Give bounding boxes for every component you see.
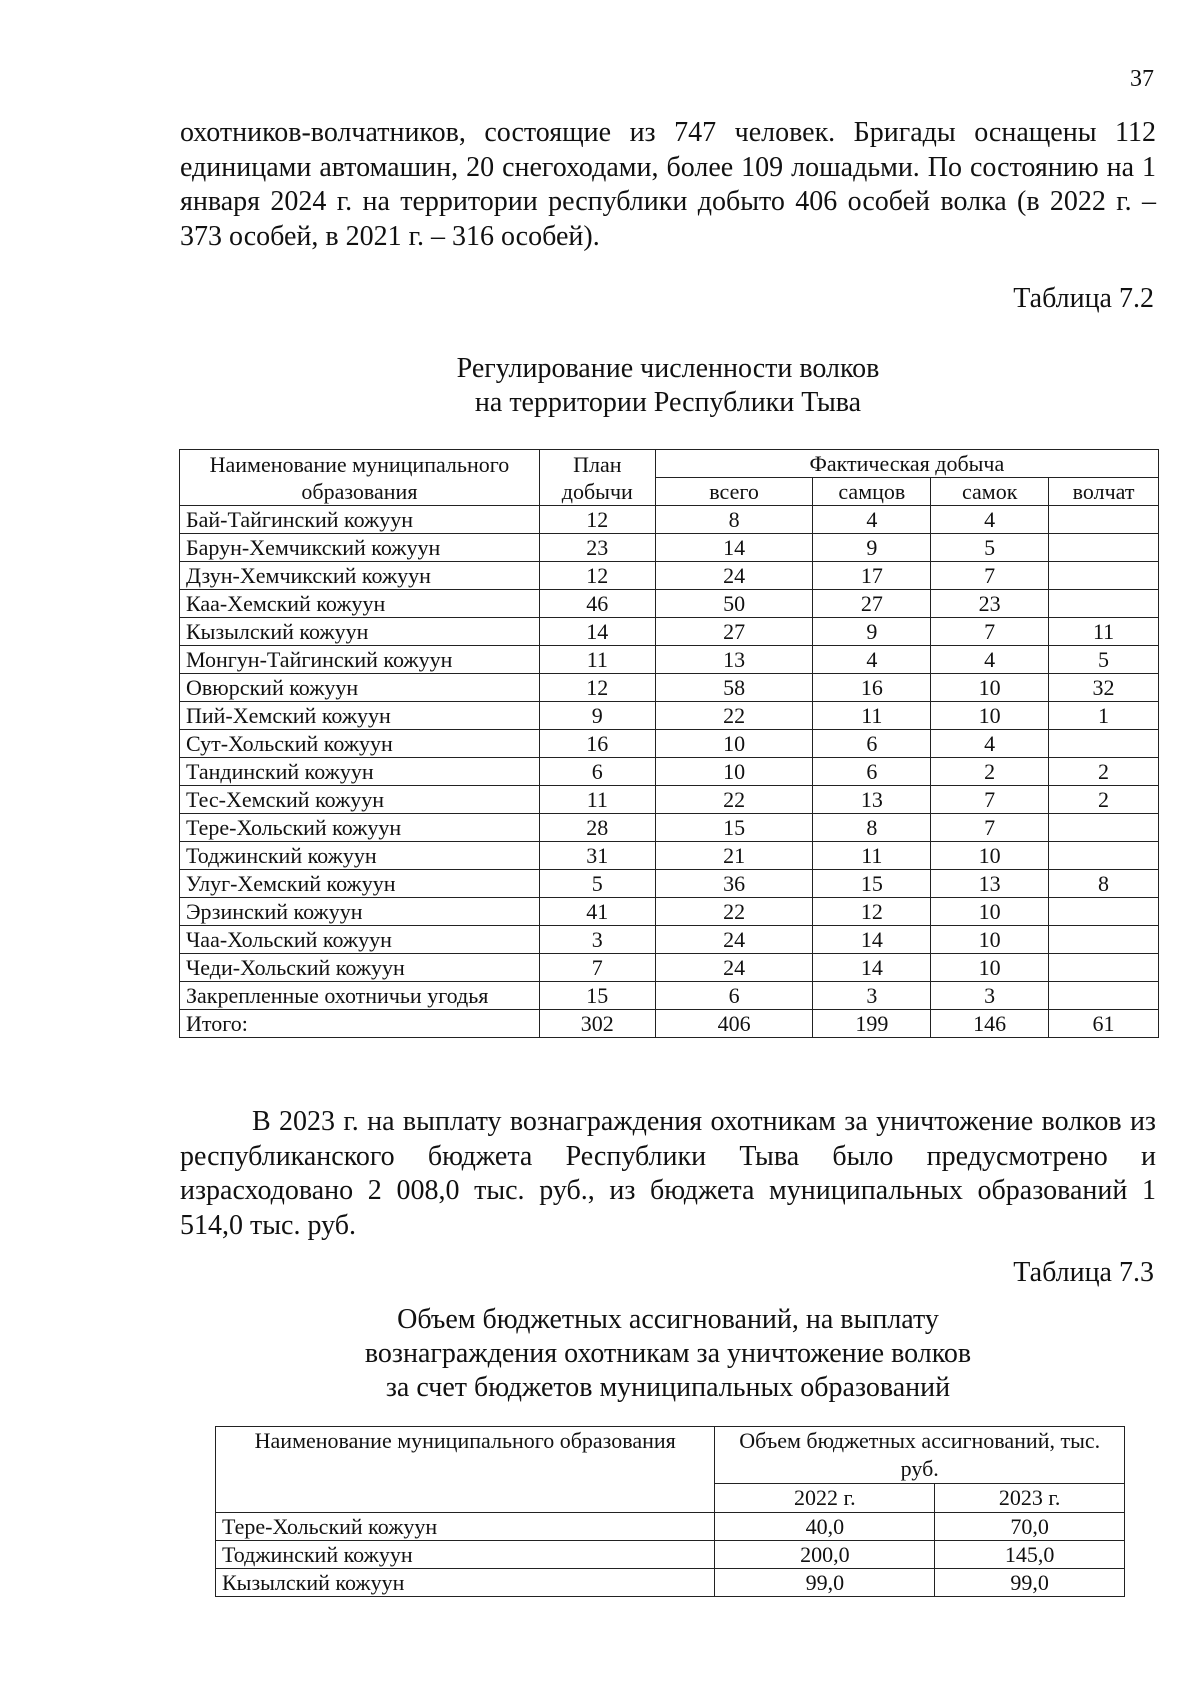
- females-cell: 7: [931, 786, 1049, 814]
- municipality-cell: Тандинский кожуун: [180, 758, 540, 786]
- header-cubs: волчат: [1049, 478, 1159, 506]
- table-7-3-label: Таблица 7.3: [1013, 1257, 1154, 1288]
- amount-2022-cell: 200,0: [715, 1541, 935, 1569]
- plan-cell: 11: [539, 646, 655, 674]
- header-total: всего: [655, 478, 813, 506]
- total-cell: 10: [655, 758, 813, 786]
- table-7-2-title-line2: на территории Республики Тыва: [474, 387, 862, 418]
- municipality-cell: Тере-Хольский кожуун: [180, 814, 540, 842]
- females-cell: 10: [931, 842, 1049, 870]
- municipality-cell: Монгун-Тайгинский кожуун: [180, 646, 540, 674]
- amount-2022-cell: 40,0: [715, 1513, 935, 1541]
- total-cell: 58: [655, 674, 813, 702]
- cubs-cell: [1049, 730, 1159, 758]
- males-cell: 15: [813, 870, 931, 898]
- table-7-2: [179, 449, 1159, 1038]
- header-females: самок: [931, 478, 1049, 506]
- table-row: [180, 898, 1159, 926]
- plan-cell: 12: [539, 562, 655, 590]
- table-7-3-title: [180, 1303, 1156, 1405]
- plan-cell: 12: [539, 506, 655, 534]
- table-7-3-body: [216, 1513, 1125, 1597]
- table-row: [180, 758, 1159, 786]
- males-cell: 8: [813, 814, 931, 842]
- plan-cell: 41: [539, 898, 655, 926]
- total-cell: 6: [655, 982, 813, 1010]
- females-cell: 7: [931, 562, 1049, 590]
- header-males: самцов: [813, 478, 931, 506]
- females-cell: 10: [931, 898, 1049, 926]
- plan-cell: 3: [539, 926, 655, 954]
- table-7-2-title: [180, 352, 1156, 420]
- females-cell: 10: [931, 954, 1049, 982]
- males-cell: 14: [813, 954, 931, 982]
- males-cell: 11: [813, 702, 931, 730]
- table-row: [180, 954, 1159, 982]
- page-number: 37: [1130, 66, 1154, 92]
- table-row: [180, 842, 1159, 870]
- paragraph-wolf-hunters: охотников-волчатников, состоящие из 747 человек. Бригады оснащены 112 единицами автомашин, 20 снегоходами, более 109 лошадьми. По состоянию на 1 января 2024 г. на территории республики добыто 406 особей волка (в 2022 г. – 373 особей, в 2021 г. – 316 особей).: [180, 117, 1156, 252]
- municipality-cell: Чеди-Хольский кожуун: [180, 954, 540, 982]
- header-plan: План добычи: [539, 450, 655, 506]
- cubs-cell: 1: [1049, 702, 1159, 730]
- total-cell: 13: [655, 646, 813, 674]
- header-volume: Объем бюджетных ассигнований, тыс. руб.: [715, 1427, 1125, 1484]
- plan-cell: 9: [539, 702, 655, 730]
- table-7-3-title-line1: Объем бюджетных ассигнований, на выплату: [397, 1304, 939, 1335]
- municipality-cell: Кызылский кожуун: [216, 1569, 715, 1597]
- plan-cell: 302: [539, 1010, 655, 1038]
- table-row: [180, 730, 1159, 758]
- females-cell: 2: [931, 758, 1049, 786]
- total-cell: 24: [655, 926, 813, 954]
- males-cell: 199: [813, 1010, 931, 1038]
- cubs-cell: [1049, 534, 1159, 562]
- males-cell: 11: [813, 842, 931, 870]
- municipality-cell: Барун-Хемчикский кожуун: [180, 534, 540, 562]
- municipality-cell: Закрепленные охотничьи угодья: [180, 982, 540, 1010]
- table-7-2-body: [180, 506, 1159, 1038]
- plan-cell: 5: [539, 870, 655, 898]
- plan-cell: 46: [539, 590, 655, 618]
- total-cell: 14: [655, 534, 813, 562]
- amount-2023-cell: 70,0: [935, 1513, 1125, 1541]
- males-cell: 12: [813, 898, 931, 926]
- cubs-cell: [1049, 562, 1159, 590]
- plan-cell: 23: [539, 534, 655, 562]
- cubs-cell: [1049, 814, 1159, 842]
- table-7-3: [215, 1426, 1125, 1597]
- total-cell: 24: [655, 562, 813, 590]
- total-cell: 21: [655, 842, 813, 870]
- municipality-cell: Тоджинский кожуун: [216, 1541, 715, 1569]
- municipality-cell: Дзун-Хемчикский кожуун: [180, 562, 540, 590]
- plan-cell: 28: [539, 814, 655, 842]
- table-row: [180, 814, 1159, 842]
- cubs-cell: [1049, 898, 1159, 926]
- males-cell: 14: [813, 926, 931, 954]
- municipality-cell: Кызылский кожуун: [180, 618, 540, 646]
- table-row: [180, 562, 1159, 590]
- header-actual: Фактическая добыча: [655, 450, 1158, 478]
- cubs-cell: [1049, 926, 1159, 954]
- plan-cell: 11: [539, 786, 655, 814]
- females-cell: 5: [931, 534, 1049, 562]
- total-cell: 15: [655, 814, 813, 842]
- table-row: [216, 1569, 1125, 1597]
- table-row: [180, 674, 1159, 702]
- table-row: [216, 1541, 1125, 1569]
- females-cell: 13: [931, 870, 1049, 898]
- males-cell: 27: [813, 590, 931, 618]
- females-cell: 10: [931, 926, 1049, 954]
- total-cell: 8: [655, 506, 813, 534]
- municipality-cell: Тере-Хольский кожуун: [216, 1513, 715, 1541]
- total-cell: 22: [655, 702, 813, 730]
- municipality-cell: Тоджинский кожуун: [180, 842, 540, 870]
- table-row: [216, 1513, 1125, 1541]
- table-row: [180, 702, 1159, 730]
- females-cell: 4: [931, 730, 1049, 758]
- table-row: [180, 506, 1159, 534]
- females-cell: 146: [931, 1010, 1049, 1038]
- cubs-cell: 8: [1049, 870, 1159, 898]
- table-7-3-title-line2: вознаграждения охотникам за уничтожение волков: [364, 1338, 972, 1369]
- municipality-cell: Каа-Хемский кожуун: [180, 590, 540, 618]
- plan-cell: 15: [539, 982, 655, 1010]
- municipality-cell: Сут-Хольский кожуун: [180, 730, 540, 758]
- municipality-cell: Бай-Тайгинский кожуун: [180, 506, 540, 534]
- amount-2023-cell: 145,0: [935, 1541, 1125, 1569]
- header-2023: 2023 г.: [935, 1484, 1125, 1513]
- plan-cell: 12: [539, 674, 655, 702]
- amount-2023-cell: 99,0: [935, 1569, 1125, 1597]
- municipality-cell: Тес-Хемский кожуун: [180, 786, 540, 814]
- cubs-cell: 2: [1049, 758, 1159, 786]
- plan-cell: 7: [539, 954, 655, 982]
- males-cell: 13: [813, 786, 931, 814]
- table-7-2-label: Таблица 7.2: [1013, 283, 1154, 314]
- females-cell: 7: [931, 814, 1049, 842]
- females-cell: 7: [931, 618, 1049, 646]
- municipality-cell: Улуг-Хемский кожуун: [180, 870, 540, 898]
- table-row: [180, 646, 1159, 674]
- total-cell: 22: [655, 898, 813, 926]
- municipality-cell: Овюрский кожуун: [180, 674, 540, 702]
- header-2022: 2022 г.: [715, 1484, 935, 1513]
- table-7-2-title-line1: Регулирование численности волков: [456, 353, 880, 384]
- table-row: [180, 534, 1159, 562]
- males-cell: 9: [813, 618, 931, 646]
- males-cell: 6: [813, 758, 931, 786]
- header-municipality: Наименование муниципального образования: [180, 450, 540, 506]
- total-cell: 10: [655, 730, 813, 758]
- females-cell: 3: [931, 982, 1049, 1010]
- males-cell: 6: [813, 730, 931, 758]
- plan-cell: 6: [539, 758, 655, 786]
- females-cell: 10: [931, 674, 1049, 702]
- table-row: [180, 982, 1159, 1010]
- cubs-cell: [1049, 982, 1159, 1010]
- table-row: [180, 870, 1159, 898]
- municipality-cell: Эрзинский кожуун: [180, 898, 540, 926]
- total-cell: 24: [655, 954, 813, 982]
- plan-cell: 16: [539, 730, 655, 758]
- table-row: [180, 786, 1159, 814]
- table-row: [180, 618, 1159, 646]
- table-row: [180, 1010, 1159, 1038]
- cubs-cell: 2: [1049, 786, 1159, 814]
- total-cell: 36: [655, 870, 813, 898]
- cubs-cell: 32: [1049, 674, 1159, 702]
- females-cell: 4: [931, 506, 1049, 534]
- males-cell: 16: [813, 674, 931, 702]
- total-cell: 50: [655, 590, 813, 618]
- females-cell: 10: [931, 702, 1049, 730]
- cubs-cell: [1049, 506, 1159, 534]
- municipality-cell: Пий-Хемский кожуун: [180, 702, 540, 730]
- table-7-3-title-line3: за счет бюджетов муниципальных образований: [385, 1372, 951, 1403]
- total-cell: 22: [655, 786, 813, 814]
- males-cell: 4: [813, 646, 931, 674]
- cubs-cell: [1049, 954, 1159, 982]
- cubs-cell: 61: [1049, 1010, 1159, 1038]
- header-municipality-2: Наименование муниципального образования: [216, 1427, 715, 1513]
- amount-2022-cell: 99,0: [715, 1569, 935, 1597]
- males-cell: 17: [813, 562, 931, 590]
- table-row: [180, 926, 1159, 954]
- cubs-cell: [1049, 842, 1159, 870]
- females-cell: 4: [931, 646, 1049, 674]
- total-cell: 406: [655, 1010, 813, 1038]
- females-cell: 23: [931, 590, 1049, 618]
- municipality-cell: Чаа-Хольский кожуун: [180, 926, 540, 954]
- males-cell: 3: [813, 982, 931, 1010]
- cubs-cell: 11: [1049, 618, 1159, 646]
- table-row: [180, 590, 1159, 618]
- males-cell: 9: [813, 534, 931, 562]
- municipality-cell: Итого:: [180, 1010, 540, 1038]
- plan-cell: 31: [539, 842, 655, 870]
- cubs-cell: [1049, 590, 1159, 618]
- cubs-cell: 5: [1049, 646, 1159, 674]
- plan-cell: 14: [539, 618, 655, 646]
- males-cell: 4: [813, 506, 931, 534]
- paragraph-budget: В 2023 г. на выплату вознаграждения охотникам за уничтожение волков из республиканского бюджета Республики Тыва было предусмотрено и израсходовано 2 008,0 тыс. руб., из бюджета муниципальных образований 1 514,0 тыс. руб.: [180, 1106, 1156, 1241]
- total-cell: 27: [655, 618, 813, 646]
